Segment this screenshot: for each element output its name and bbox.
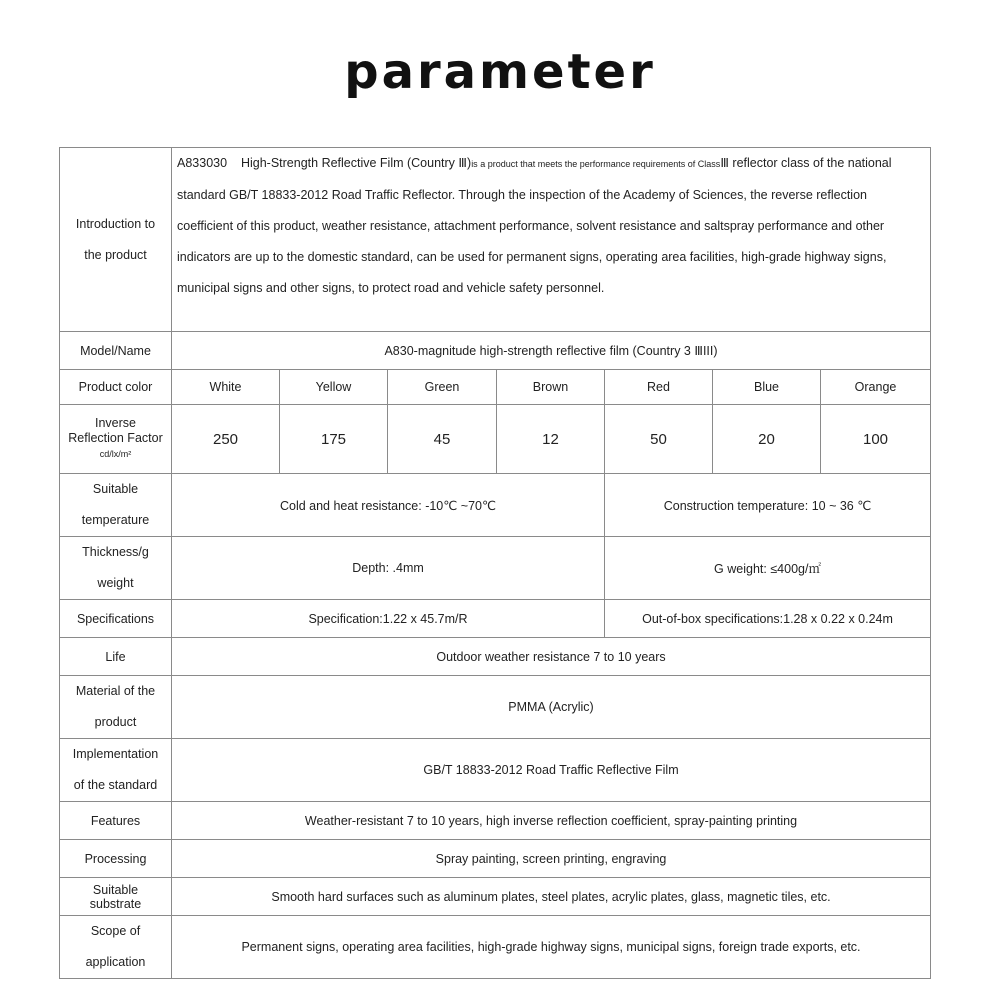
reflection-blue: 20: [713, 405, 821, 474]
thickness-left: Depth: .4mm: [172, 537, 605, 600]
scope-label: Scope of application: [60, 916, 172, 979]
substrate-label: Suitable substrate: [60, 878, 172, 916]
temperature-left: Cold and heat resistance: -10℃ ~70℃: [172, 474, 605, 537]
features-value: Weather-resistant 7 to 10 years, high inverse reflection coefficient, spray-painting printing: [172, 802, 931, 840]
row-features: [60, 802, 931, 840]
reflection-white: 250: [172, 405, 280, 474]
standard-value: GB/T 18833-2012 Road Traffic Reflective Film: [172, 739, 931, 802]
material-value: PMMA (Acrylic): [172, 676, 931, 739]
color-yellow: Yellow: [280, 370, 388, 405]
specifications-right: Out-of-box specifications:1.28 x 0.22 x 0.24m: [605, 600, 931, 638]
row-model: [60, 332, 931, 370]
reflection-yellow: 175: [280, 405, 388, 474]
processing-value: Spray painting, screen printing, engraving: [172, 840, 931, 878]
color-green: Green: [388, 370, 497, 405]
row-thickness: [60, 537, 931, 600]
row-color: [60, 370, 931, 405]
color-white: White: [172, 370, 280, 405]
row-life: [60, 638, 931, 676]
page-title: parameter: [344, 44, 656, 100]
thickness-right: G weight: ≤400g/㎡: [605, 537, 931, 600]
thickness-label: Thickness/g weight: [60, 537, 172, 600]
intro-label: Introduction to the product: [60, 148, 172, 332]
reflection-unit: cd/lx/m²: [99, 449, 132, 459]
color-label: Product color: [60, 370, 172, 405]
intro-small-text: is a product that meets the performance requirements of Class: [471, 159, 721, 169]
temperature-right: Construction temperature: 10 ~ 36 ℃: [605, 474, 931, 537]
color-blue: Blue: [713, 370, 821, 405]
material-label: Material of the product: [60, 676, 172, 739]
specifications-left: Specification:1.22 x 45.7m/R: [172, 600, 605, 638]
scope-value: Permanent signs, operating area facilities, high-grade highway signs, municipal signs, foreign trade exports, etc.: [172, 916, 931, 979]
intro-name: High-Strength Reflective Film (Country Ⅲ): [240, 156, 472, 170]
color-brown: Brown: [497, 370, 605, 405]
temperature-label: Suitable temperature: [60, 474, 172, 537]
life-label: Life: [60, 638, 172, 676]
reflection-brown: 12: [497, 405, 605, 474]
row-scope: [60, 916, 931, 979]
parameter-table: [59, 147, 931, 979]
reflection-green: 45: [388, 405, 497, 474]
intro-class-mark: Ⅲ: [720, 156, 729, 170]
row-specifications: [60, 600, 931, 638]
processing-label: Processing: [60, 840, 172, 878]
row-substrate: [60, 878, 931, 916]
row-processing: [60, 840, 931, 878]
model-label: Model/Name: [60, 332, 172, 370]
reflection-label-cell: [60, 405, 172, 474]
row-temperature: [60, 474, 931, 537]
life-value: Outdoor weather resistance 7 to 10 years: [172, 638, 931, 676]
intro-text: [172, 148, 931, 332]
features-label: Features: [60, 802, 172, 840]
intro-code: A833030: [177, 156, 228, 170]
reflection-label: Inverse Reflection Factor: [68, 416, 163, 445]
color-orange: Orange: [821, 370, 931, 405]
row-standard: [60, 739, 931, 802]
model-value: A830-magnitude high-strength reflective film (Country 3 ⅢIII): [172, 332, 931, 370]
reflection-orange: 100: [821, 405, 931, 474]
row-material: [60, 676, 931, 739]
specifications-label: Specifications: [60, 600, 172, 638]
row-introduction: [60, 148, 931, 332]
reflection-red: 50: [605, 405, 713, 474]
color-red: Red: [605, 370, 713, 405]
standard-label: Implementation of the standard: [60, 739, 172, 802]
row-reflection: [60, 405, 931, 474]
substrate-value: Smooth hard surfaces such as aluminum plates, steel plates, acrylic plates, glass, magnetic tiles, etc.: [172, 878, 931, 916]
intro-rest: reflector class of the national standard GB/T 18833-2012 Road Traffic Reflector. Through the inspection of the Academy of Sciences, the reverse reflection coefficient of this product, weather resistance, attachment performance, solvent resistance and saltspray performance and other indicators are up to the domestic standard, can be used for permanent signs, operating area facilities, high-grade highway signs, municipal signs and other signs, to protect road and vehicle safety personnel.: [177, 156, 892, 295]
